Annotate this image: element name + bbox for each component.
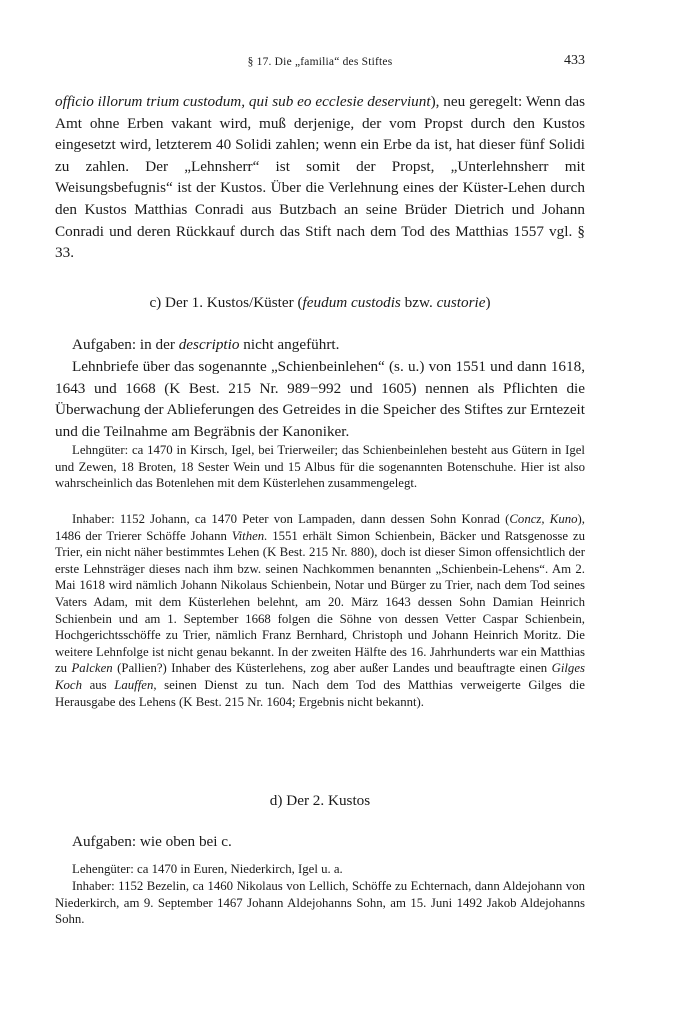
section-c-heading-prefix: c) Der 1. Kustos/Küster ( <box>149 294 303 311</box>
inhaber-text-6: , seinen Dienst zu tun. Nach dem Tod des Matthias verweigerte Gilges die Herausgabe des Lehens (K Best. 215 Nr. 1604; Ergebnis nicht bekannt). <box>55 677 585 709</box>
section-c-tasks-prefix: Aufgaben: in der <box>72 336 179 353</box>
section-c-tasks-suffix: nicht angeführt. <box>239 336 340 353</box>
section-c-heading <box>55 294 585 312</box>
section-d-heading: d) Der 2. Kustos <box>269 792 371 809</box>
page-number: 433 <box>564 53 585 68</box>
section-c-lehngueter: Lehngüter: ca 1470 in Kirsch, Igel, bei Trierweiler; das Schienbeinlehen besteht aus Gütern in Igel und Zewen, 18 Broten, 18 Sester Wein und 15 Albus für die sogenannten Botenschuhe. Hier ist also wahrscheinlich das Botenlehen mit dem Küsterlehen zusammengelegt. <box>55 443 585 491</box>
section-d-tasks: Aufgaben: wie oben bei c. <box>72 833 232 850</box>
inhaber-text-4: (Pallien?) Inhaber des Küsterlehens, zog aber außer Landes und beauftragte einen <box>112 661 552 676</box>
section-c-tasks <box>55 334 585 356</box>
inhaber-italic-2: Vithen. <box>231 528 268 543</box>
book-page <box>55 0 585 1035</box>
intro-paragraph <box>55 91 585 264</box>
section-c-tasks-italic: descriptio <box>178 336 240 353</box>
section-d-lehengueter: Lehengüter: ca 1470 in Euren, Niederkirch, Igel u. a. <box>72 862 343 876</box>
section-c-heading-suffix: ) <box>485 294 491 311</box>
inhaber-italic-3: Palcken <box>71 661 113 676</box>
inhaber-text-3: 1551 erhält Simon Schienbein, Bäcker und Ratsgenosse zu Trier, ein nicht näher bestimmtes Lehen (K Best. 215 Nr. 880), doch ist dieser Simon offensichtlich der erste Lehnsträger dieses nach ihm bzw. seinen Nachkommen benannten „Schienbein-Lehens“. Am 2. Mai 1618 wird nämlich Johann Nikolaus Schienbein, Notar und Bürger zu Trier, nach dem Tod seines Vaters Adam, mit dem Küsterlehen belehnt, am 20. März 1643 dessen Sohn Damian Heinrich Schienbein und am 1. September 1668 folgen die Söhne von dessen Vetter Caspar Schienbein, Hochgerichtsschöffe zu Trier, nämlich Franz Bernhard, Christoph und Johann Heinrich Moritz. Die weitere Lehnfolge ist nicht genau bekannt. In der zweiten Hälfte des 16. Jahrhunderts war ein Matthias zu <box>55 528 585 676</box>
inhaber-italic-5: Lauffen <box>114 677 154 692</box>
section-d-inhaber: Inhaber: 1152 Bezelin, ca 1460 Nikolaus von Lellich, Schöffe zu Echternach, dann Aldejohann von Niederkirch, am 9. September 1467 Johann Aldejohanns Sohn, am 15. Juni 1492 Jakob Aldejohanns Sohn. <box>55 879 585 927</box>
page-header <box>55 53 585 73</box>
section-c-heading-italic-2: custorie <box>436 294 486 311</box>
section-c-heading-italic-1: feudum custodis <box>302 294 401 311</box>
inhaber-italic-1: Concz, Kuno <box>509 512 578 526</box>
inhaber-text-2: ), 1486 der Trierer Schöffe Johann <box>55 512 585 543</box>
running-title: § 17. Die „familia“ des Stiftes <box>247 56 393 68</box>
section-c-heading-mid: bzw. <box>400 294 437 311</box>
intro-text: ), neu geregelt: Wenn das Amt ohne Erben vakant wird, muß derjenige, der vom Propst durch den Kustos eingesetzt wird, letzterem 40 Solidi zahlen; wenn ein Erbe da ist, hat dieser fünf Solidi zu zahlen. Der „Lehnsherr“ ist somit der Propst, „Unterlehnsherr mit Weisungsbefugnis“ ist der Kustos. Über die Verlehnung eines der Küster-Lehen durch den Kustos Matthias Conradi aus Butzbach an seine Brüder Dietrich und Johann Conradi und deren Rückkauf durch das Stift nach dem Tod des Matthias 1557 vgl. § 33. <box>55 93 585 262</box>
section-c-lehnbriefe: Lehnbriefe über das sogenannte „Schienbeinlehen“ (s. u.) von 1551 und dann 1618, 1643 und 1668 (K Best. 215 Nr. 989−992 und 1605) nennen als Pflichten die Überwachung der Ablieferungen des Getreides in die Speicher des Stiftes zur Erntezeit und die Teilnahme am Begräbnis der Kanoniker. <box>55 358 585 440</box>
intro-lead-italic: officio illorum trium custodum, qui sub eo ecclesie deserviunt <box>55 93 431 110</box>
section-c-inhaber <box>55 511 585 710</box>
inhaber-italic-4: Gilges Koch <box>55 661 585 692</box>
inhaber-text-5: aus <box>82 677 115 692</box>
inhaber-text-1: Inhaber: 1152 Johann, ca 1470 Peter von Lampaden, dann dessen Sohn Konrad ( <box>72 512 510 526</box>
